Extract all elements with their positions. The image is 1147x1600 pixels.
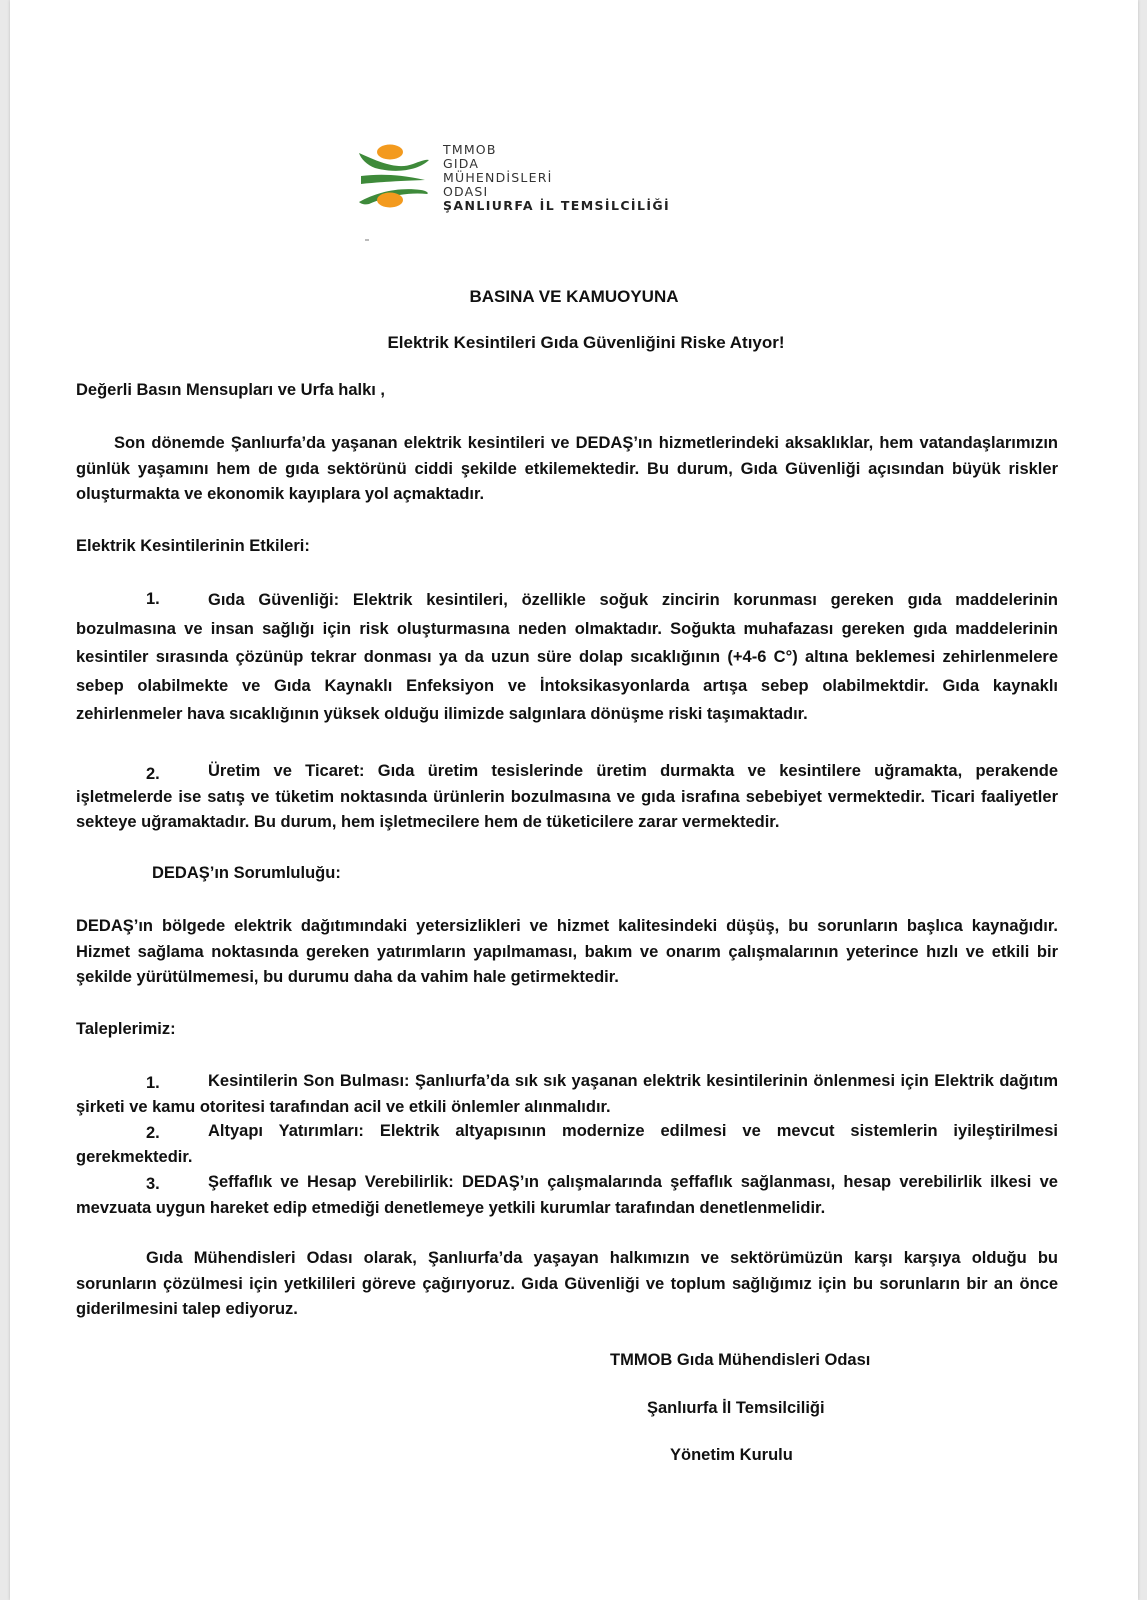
document-page: [10, 0, 1138, 1600]
demands-item-text: Kesintilerin Son Bulması: Şanlıurfa’da sık sık yaşanan elektrik kesintilerinin önlenmesi için Elektrik dağıtım şirketi ve kamu otoritesi tarafından acil ve etkili önlemler alınmalıdır.: [76, 1072, 1058, 1116]
signature-branch: Şanlıurfa İl Temsilciliği: [647, 1399, 825, 1417]
logo-line: TMMOB: [443, 142, 497, 157]
demands-item-text: Şeffaflık ve Hesap Verebilirlik: DEDAŞ’ın çalışmalarında şeffaflık sağlanması, hesap verebilirlik ilkesi ve mevzuata uygun hareket edip etmediği denetlemeye yetkili kurumlar tarafından denetlenmelidir.: [76, 1173, 1058, 1217]
logo-line: MÜHENDİSLERİ: [443, 170, 553, 185]
responsibility-heading: DEDAŞ’ın Sorumluluğu:: [152, 864, 341, 882]
organization-logo: [357, 140, 697, 220]
scan-speck: [365, 239, 369, 241]
intro-paragraph: Son dönemde Şanlıurfa’da yaşanan elektrik kesintileri ve DEDAŞ’ın hizmetlerindeki aksaklıklar, hem vatandaşlarımızın günlük yaşamını hem de gıda sektörünü ciddi şekilde etkilemektedir. Bu durum, Gıda Güvenliği açısından büyük riskler oluşturmakta ve ekonomik kayıplara yol açmaktadır.: [76, 434, 1058, 503]
demands-item-number: 1.: [146, 1074, 160, 1092]
addressee-heading: BASINA VE KAMUOYUNA: [469, 287, 679, 306]
logo-line: GIDA: [443, 156, 480, 171]
signature-board: Yönetim Kurulu: [670, 1446, 793, 1464]
closing-paragraph: Gıda Mühendisleri Odası olarak, Şanlıurfa’da yaşayan halkımızın ve sektörümüzün karşı karşıya olduğu bu sorunların çözülmesi için yetkilileri göreve çağırıyoruz. Gıda Güvenliği ve toplum sağlığımız için bu sorunların bir an önce giderilmesini talep ediyoruz.: [76, 1249, 1058, 1318]
effects-item-text: Gıda Güvenliği: Elektrik kesintileri, özellikle soğuk zincirin korunması gereken gıda maddelerinin bozulmasına ve insan sağlığı için risk oluşturmasına neden olmaktadır. Soğukta muhafazası gereken gıda maddelerinin kesintiler sırasında çözünüp tekrar donması ya da uzun süre dolap sıcaklığının (+4-6 C°) altına beklemesi zehirlenmelere sebep olabilmekte ve Gıda Kaynaklı Enfeksiyon ve İntoksikasyonlarda artışa sebep olabilmektdir. Gıda kaynaklı zehirlenmeler hava sıcaklığının yüksek olduğu ilimizde salgınlara dönüşme riski taşımaktadır.: [76, 591, 1058, 723]
effects-item-text: Üretim ve Ticaret: Gıda üretim tesislerinde üretim durmakta ve kesintilere uğramakta, perakende işletmelerde ise satış ve tüketim noktasında ürünlerin bozulmasına ve gıda israfına sebebiyet vermektedir. Ticari faaliyetler sekteye uğramaktadır. Bu durum, hem işletmecilere hem de tüketicilere zarar vermektedir.: [76, 762, 1058, 831]
demands-heading: Taleplerimiz:: [76, 1020, 176, 1038]
greeting: Değerli Basın Mensupları ve Urfa halkı ,: [76, 381, 386, 399]
demands-item-text: Altyapı Yatırımları: Elektrik altyapısının modernize edilmesi ve mevcut sistemlerin iyileştirilmesi gerekmektedir.: [76, 1122, 1058, 1166]
effects-item-number: 2.: [146, 765, 160, 783]
logo-emblem-icon: [357, 140, 443, 220]
logo-wordmark: [443, 143, 670, 213]
document-title: Elektrik Kesintileri Gıda Güvenliğini Riske Atıyor!: [387, 333, 785, 352]
effects-item-number: 1.: [146, 590, 160, 608]
logo-line: ODASI: [443, 184, 489, 199]
signature-organization: TMMOB Gıda Mühendisleri Odası: [610, 1351, 871, 1369]
responsibility-paragraph: DEDAŞ’ın bölgede elektrik dağıtımındaki yetersizlikleri ve hizmet kalitesindeki düşüş, bu sorunların başlıca kaynağıdır. Hizmet sağlama noktasında gereken yatırımların yapılmaması, bakım ve onarım çalışmalarının yeterince hızlı ve etkili bir şekilde yürütülmemesi, bu durumu daha da vahim hale getirmektedir.: [76, 917, 1058, 986]
demands-item-number: 3.: [146, 1175, 160, 1193]
logo-line: ŞANLIURFA İL TEMSİLCİLİĞİ: [443, 198, 671, 213]
demands-item-number: 2.: [146, 1124, 160, 1142]
effects-heading: Elektrik Kesintilerinin Etkileri:: [76, 537, 310, 555]
